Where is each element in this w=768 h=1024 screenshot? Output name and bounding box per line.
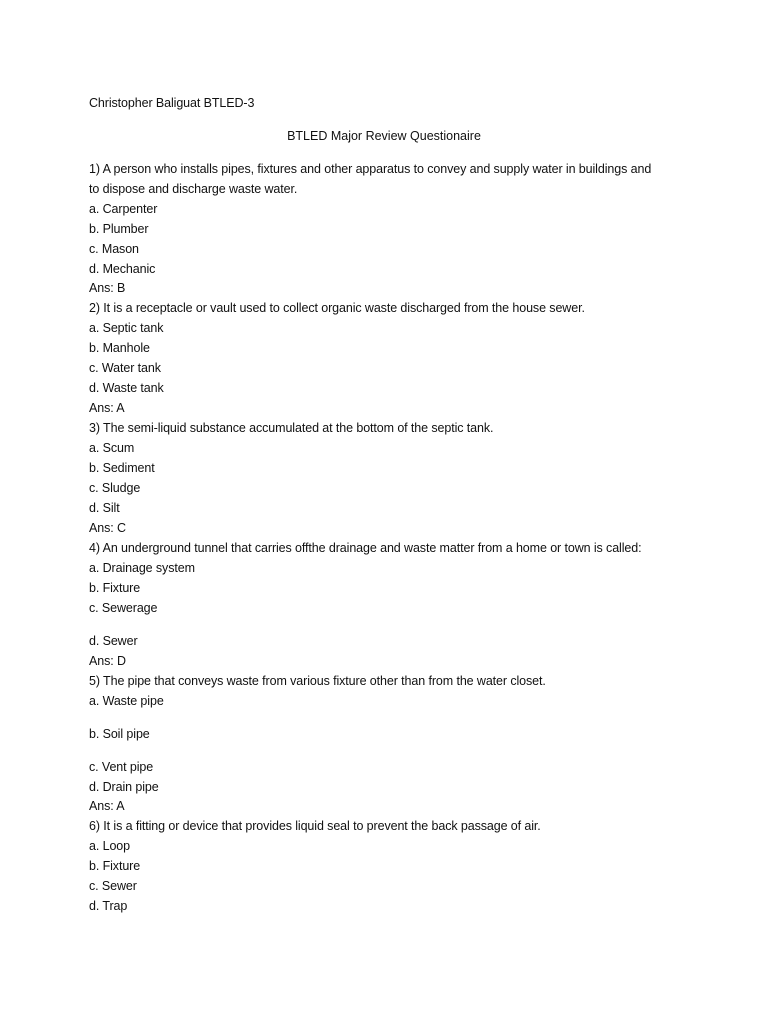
question-4-option-b: b. Fixture	[89, 581, 141, 595]
question-2-option-b: b. Manhole	[89, 341, 150, 355]
question-5-option-a: a. Waste pipe	[89, 694, 164, 708]
question-5-option-d: d. Drain pipe	[89, 780, 159, 794]
question-2-option-c: c. Water tank	[89, 361, 161, 375]
question-3-option-d: d. Silt	[89, 501, 120, 515]
question-4-option-d: d. Sewer	[89, 634, 138, 648]
question-4-option-c: c. Sewerage	[89, 601, 158, 615]
question-6-option-a: a. Loop	[89, 839, 131, 853]
question-3-stem: 3) The semi-liquid substance accumulated at the bottom of the septic tank.	[89, 421, 494, 435]
question-3-option-c: c. Sludge	[89, 481, 141, 495]
question-6-option-b: b. Fixture	[89, 859, 141, 873]
question-1-stem-cont: to dispose and discharge waste water.	[89, 182, 298, 196]
question-4-stem: 4) An underground tunnel that carries offthe drainage and waste matter from a home or town is called:	[89, 541, 642, 555]
question-6-option-d: d. Trap	[89, 899, 128, 913]
question-3-option-a: a. Scum	[89, 441, 135, 455]
question-1-option-b: b. Plumber	[89, 222, 149, 236]
question-4-answer: Ans: D	[89, 654, 126, 668]
question-5-option-b: b. Soil pipe	[89, 727, 150, 741]
question-4-option-a: a. Drainage system	[89, 561, 195, 575]
question-2-option-d: d. Waste tank	[89, 381, 164, 395]
question-1-answer: Ans: B	[89, 281, 126, 295]
question-5-stem: 5) The pipe that conveys waste from various fixture other than from the water closet.	[89, 674, 546, 688]
question-2-option-a: a. Septic tank	[89, 321, 164, 335]
question-2-stem: 2) It is a receptacle or vault used to collect organic waste discharged from the house sewer.	[89, 301, 585, 315]
question-3-option-b: b. Sediment	[89, 461, 155, 475]
question-1-option-d: d. Mechanic	[89, 262, 156, 276]
question-6-option-c: c. Sewer	[89, 879, 137, 893]
author-line: Christopher Baliguat BTLED-3	[89, 96, 255, 110]
question-2-answer: Ans: A	[89, 401, 125, 415]
question-5-option-c: c. Vent pipe	[89, 760, 154, 774]
document-title: BTLED Major Review Questionaire	[287, 129, 481, 143]
question-5-answer: Ans: A	[89, 799, 125, 813]
question-1-option-c: c. Mason	[89, 242, 139, 256]
question-1-stem: 1) A person who installs pipes, fixtures and other apparatus to convey and supply water in buildings and	[89, 162, 652, 176]
question-1-option-a: a. Carpenter	[89, 202, 158, 216]
question-3-answer: Ans: C	[89, 521, 126, 535]
question-6-stem: 6) It is a fitting or device that provides liquid seal to prevent the back passage of air.	[89, 819, 541, 833]
